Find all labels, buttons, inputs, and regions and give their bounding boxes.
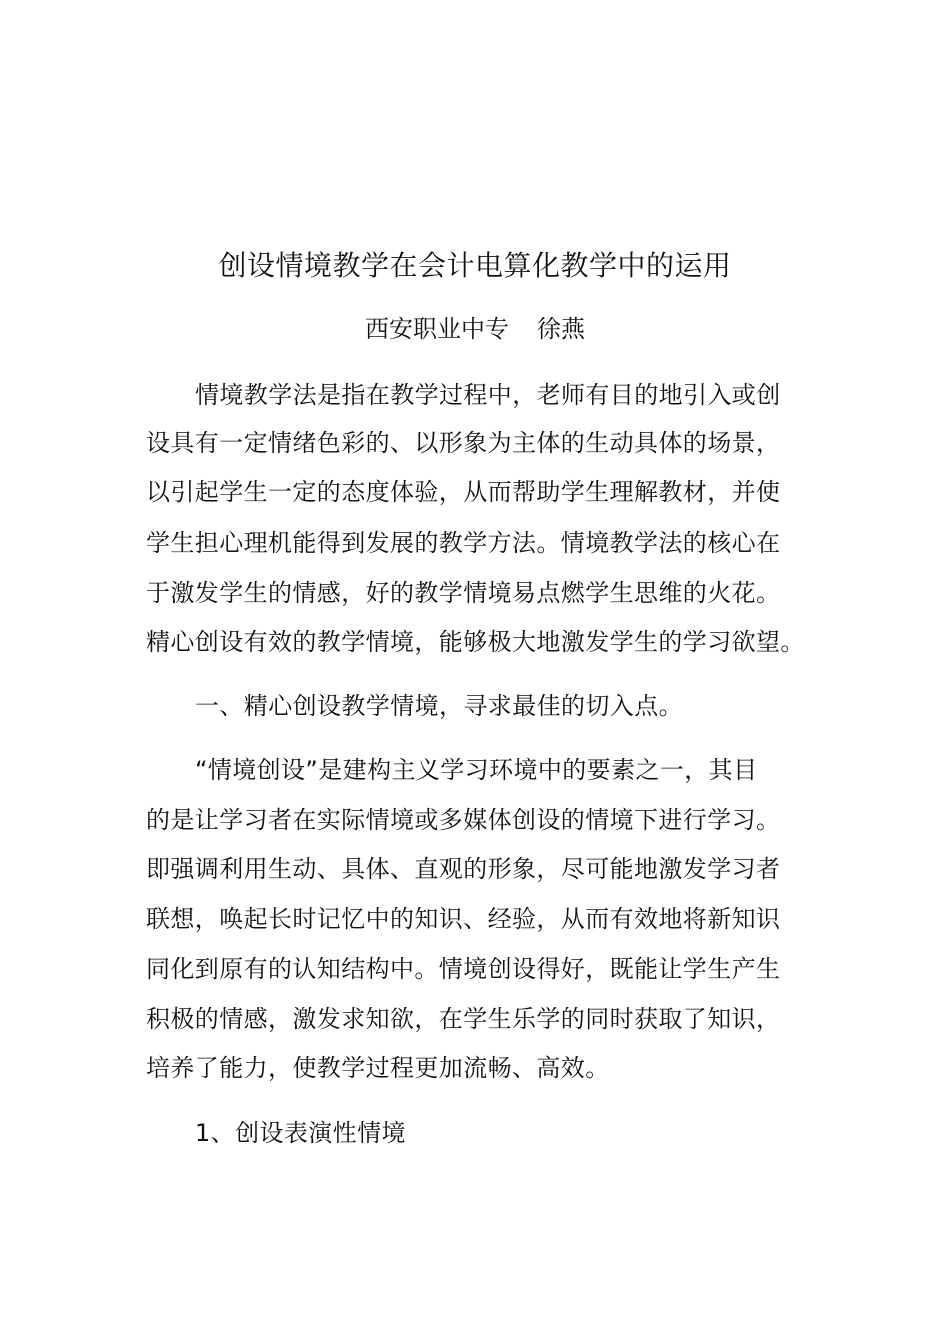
author-affiliation: 西安职业中专 (365, 315, 509, 343)
paragraph-1-line: 于激发学生的情感，好的教学情境易点燃学生思维的火花。 (146, 579, 781, 607)
paragraph-2-line: 即强调利用生动、具体、直观的形象，尽可能地激发学习者 (146, 855, 781, 883)
byline (0, 311, 950, 347)
paragraph-2-line: “情境创设”是建构主义学习环境中的要素之一，其目 (195, 756, 758, 784)
document-title: 创设情境教学在会计电算化教学中的运用 (218, 249, 732, 282)
paragraph-2-line: 培养了能力，使教学过程更加流畅、高效。 (146, 1054, 610, 1082)
paragraph-1-line: 学生担心理机能得到发展的教学方法。情境教学法的核心在 (146, 529, 781, 557)
section-heading: 一、精心创设教学情境，寻求最佳的切入点。 (195, 692, 683, 720)
paragraph-2-line: 联想，唤起长时记忆中的知识、经验，从而有效地将新知识 (146, 905, 781, 933)
paragraph-2-line: 的是让学习者在实际情境或多媒体创设的情境下进行学习。 (146, 806, 781, 834)
paragraph-1-line: 情境教学法是指在教学过程中，老师有目的地引入或创 (195, 381, 781, 409)
paragraph-2-line: 积极的情感，激发求知欲，在学生乐学的同时获取了知识， (146, 1005, 781, 1033)
paragraph-1-line: 精心创设有效的教学情境，能够极大地激发学生的学习欲望。 (146, 628, 805, 656)
subsection-heading: 1、创设表演性情境 (195, 1119, 406, 1147)
author-name: 徐燕 (537, 315, 585, 343)
paragraph-2-line: 同化到原有的认知结构中。情境创设得好，既能让学生产生 (146, 955, 781, 983)
paragraph-1-line: 设具有一定情绪色彩的、以形象为主体的生动具体的场景， (146, 429, 781, 457)
paragraph-1-line: 以引起学生一定的态度体验，从而帮助学生理解教材，并使 (146, 478, 781, 506)
